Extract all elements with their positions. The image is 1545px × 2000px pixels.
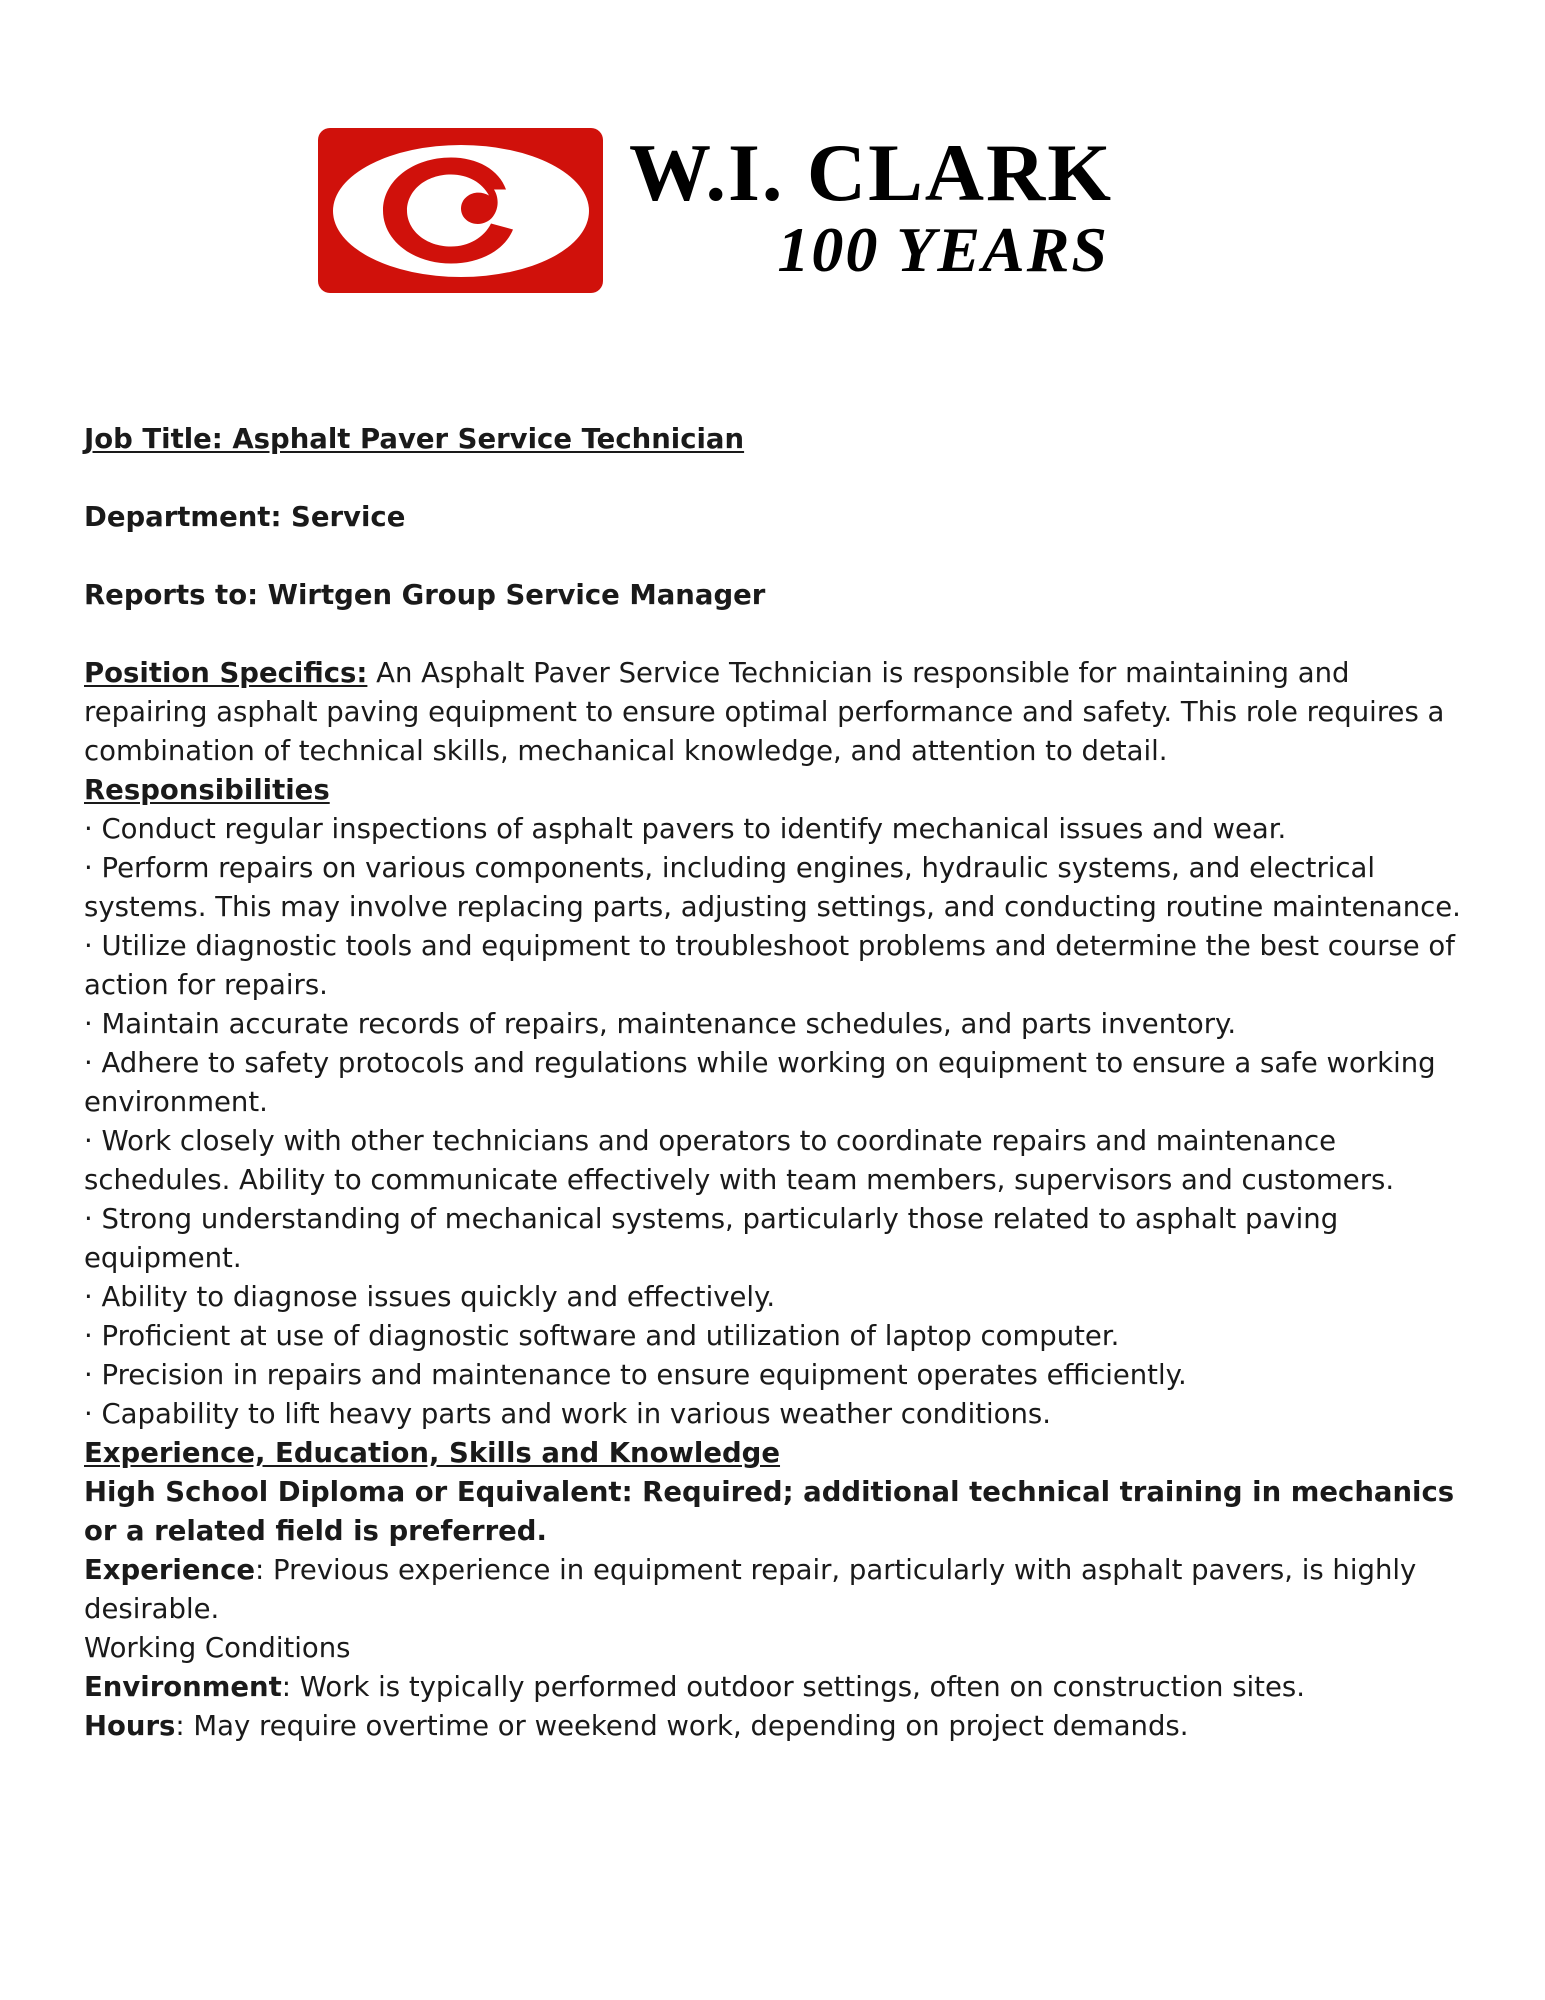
list-item: · Work closely with other technicians and operators to coordinate repairs and maintenance schedules. Ability to communicate effectively with team members, supervisors and customers. [84,1125,1395,1196]
blank-line [84,459,1464,498]
reports-to-line: Reports to: Wirtgen Group Service Manager [84,579,766,611]
list-item: · Ability to diagnose issues quickly and effectively. [84,1281,776,1313]
department-line: Department: Service [84,501,406,533]
list-item: · Proficient at use of diagnostic software and utilization of laptop computer. [84,1320,1120,1352]
list-item: · Precision in repairs and maintenance to ensure equipment operates efficiently. [84,1359,1187,1391]
logo-wordmark [629,126,1114,289]
position-specifics-label: Position Specifics: [84,657,368,689]
list-item: · Adhere to safety protocols and regulations while working on equipment to ensure a safe working environment. [84,1047,1436,1118]
list-item: · Utilize diagnostic tools and equipment to troubleshoot problems and determine the best course of action for repairs. [84,930,1455,1001]
experience-label: Experience [84,1554,256,1586]
experience-education-heading: Experience, Education, Skills and Knowledge [84,1437,781,1469]
list-item: · Maintain accurate records of repairs, maintenance schedules, and parts inventory. [84,1008,1237,1040]
environment-text: : Work is typically performed outdoor settings, often on construction sites. [281,1671,1305,1703]
blank-line [84,537,1464,576]
responsibilities-heading: Responsibilities [84,774,330,806]
company-logo [318,128,1113,293]
clark-c-logo-icon [318,128,603,293]
environment-paragraph [84,1668,1464,1707]
position-specifics-paragraph [84,654,1464,771]
list-item: · Perform repairs on various components, including engines, hydraulic systems, and electrical systems. This may involve replacing parts, adjusting settings, and conducting routine maintenance. [84,852,1461,923]
hours-paragraph [84,1707,1464,1746]
list-item: · Capability to lift heavy parts and work in various weather conditions. [84,1398,1051,1430]
hours-label: Hours [84,1710,176,1742]
blank-line [84,615,1464,654]
position-specifics-text: An Asphalt Paver Service Technician is responsible for maintaining and repairing asphalt paving equipment to ensure optimal performance and safety. This role requires a combination of technical skills, mechanical knowledge, and attention to detail. [84,657,1445,767]
list-item: · Strong understanding of mechanical systems, particularly those related to asphalt paving equipment. [84,1203,1339,1274]
experience-text: : Previous experience in equipment repair, particularly with asphalt pavers, is highly desirable. [84,1554,1417,1625]
environment-label: Environment [84,1671,282,1703]
education-requirement-line: High School Diploma or Equivalent: Required; additional technical training in mechanics or a related field is preferred. [84,1476,1455,1547]
logo-tagline: 100 YEARS [777,214,1110,286]
list-item: · Conduct regular inspections of asphalt pavers to identify mechanical issues and wear. [84,813,1287,845]
logo-brand-name: W.I. CLARK [629,126,1114,218]
job-title-line: Job Title: Asphalt Paver Service Technician [84,423,745,455]
working-conditions-heading: Working Conditions [84,1632,351,1664]
hours-text: : May require overtime or weekend work, depending on project demands. [175,1710,1189,1742]
job-description-body [84,420,1464,1746]
experience-paragraph [84,1551,1464,1629]
